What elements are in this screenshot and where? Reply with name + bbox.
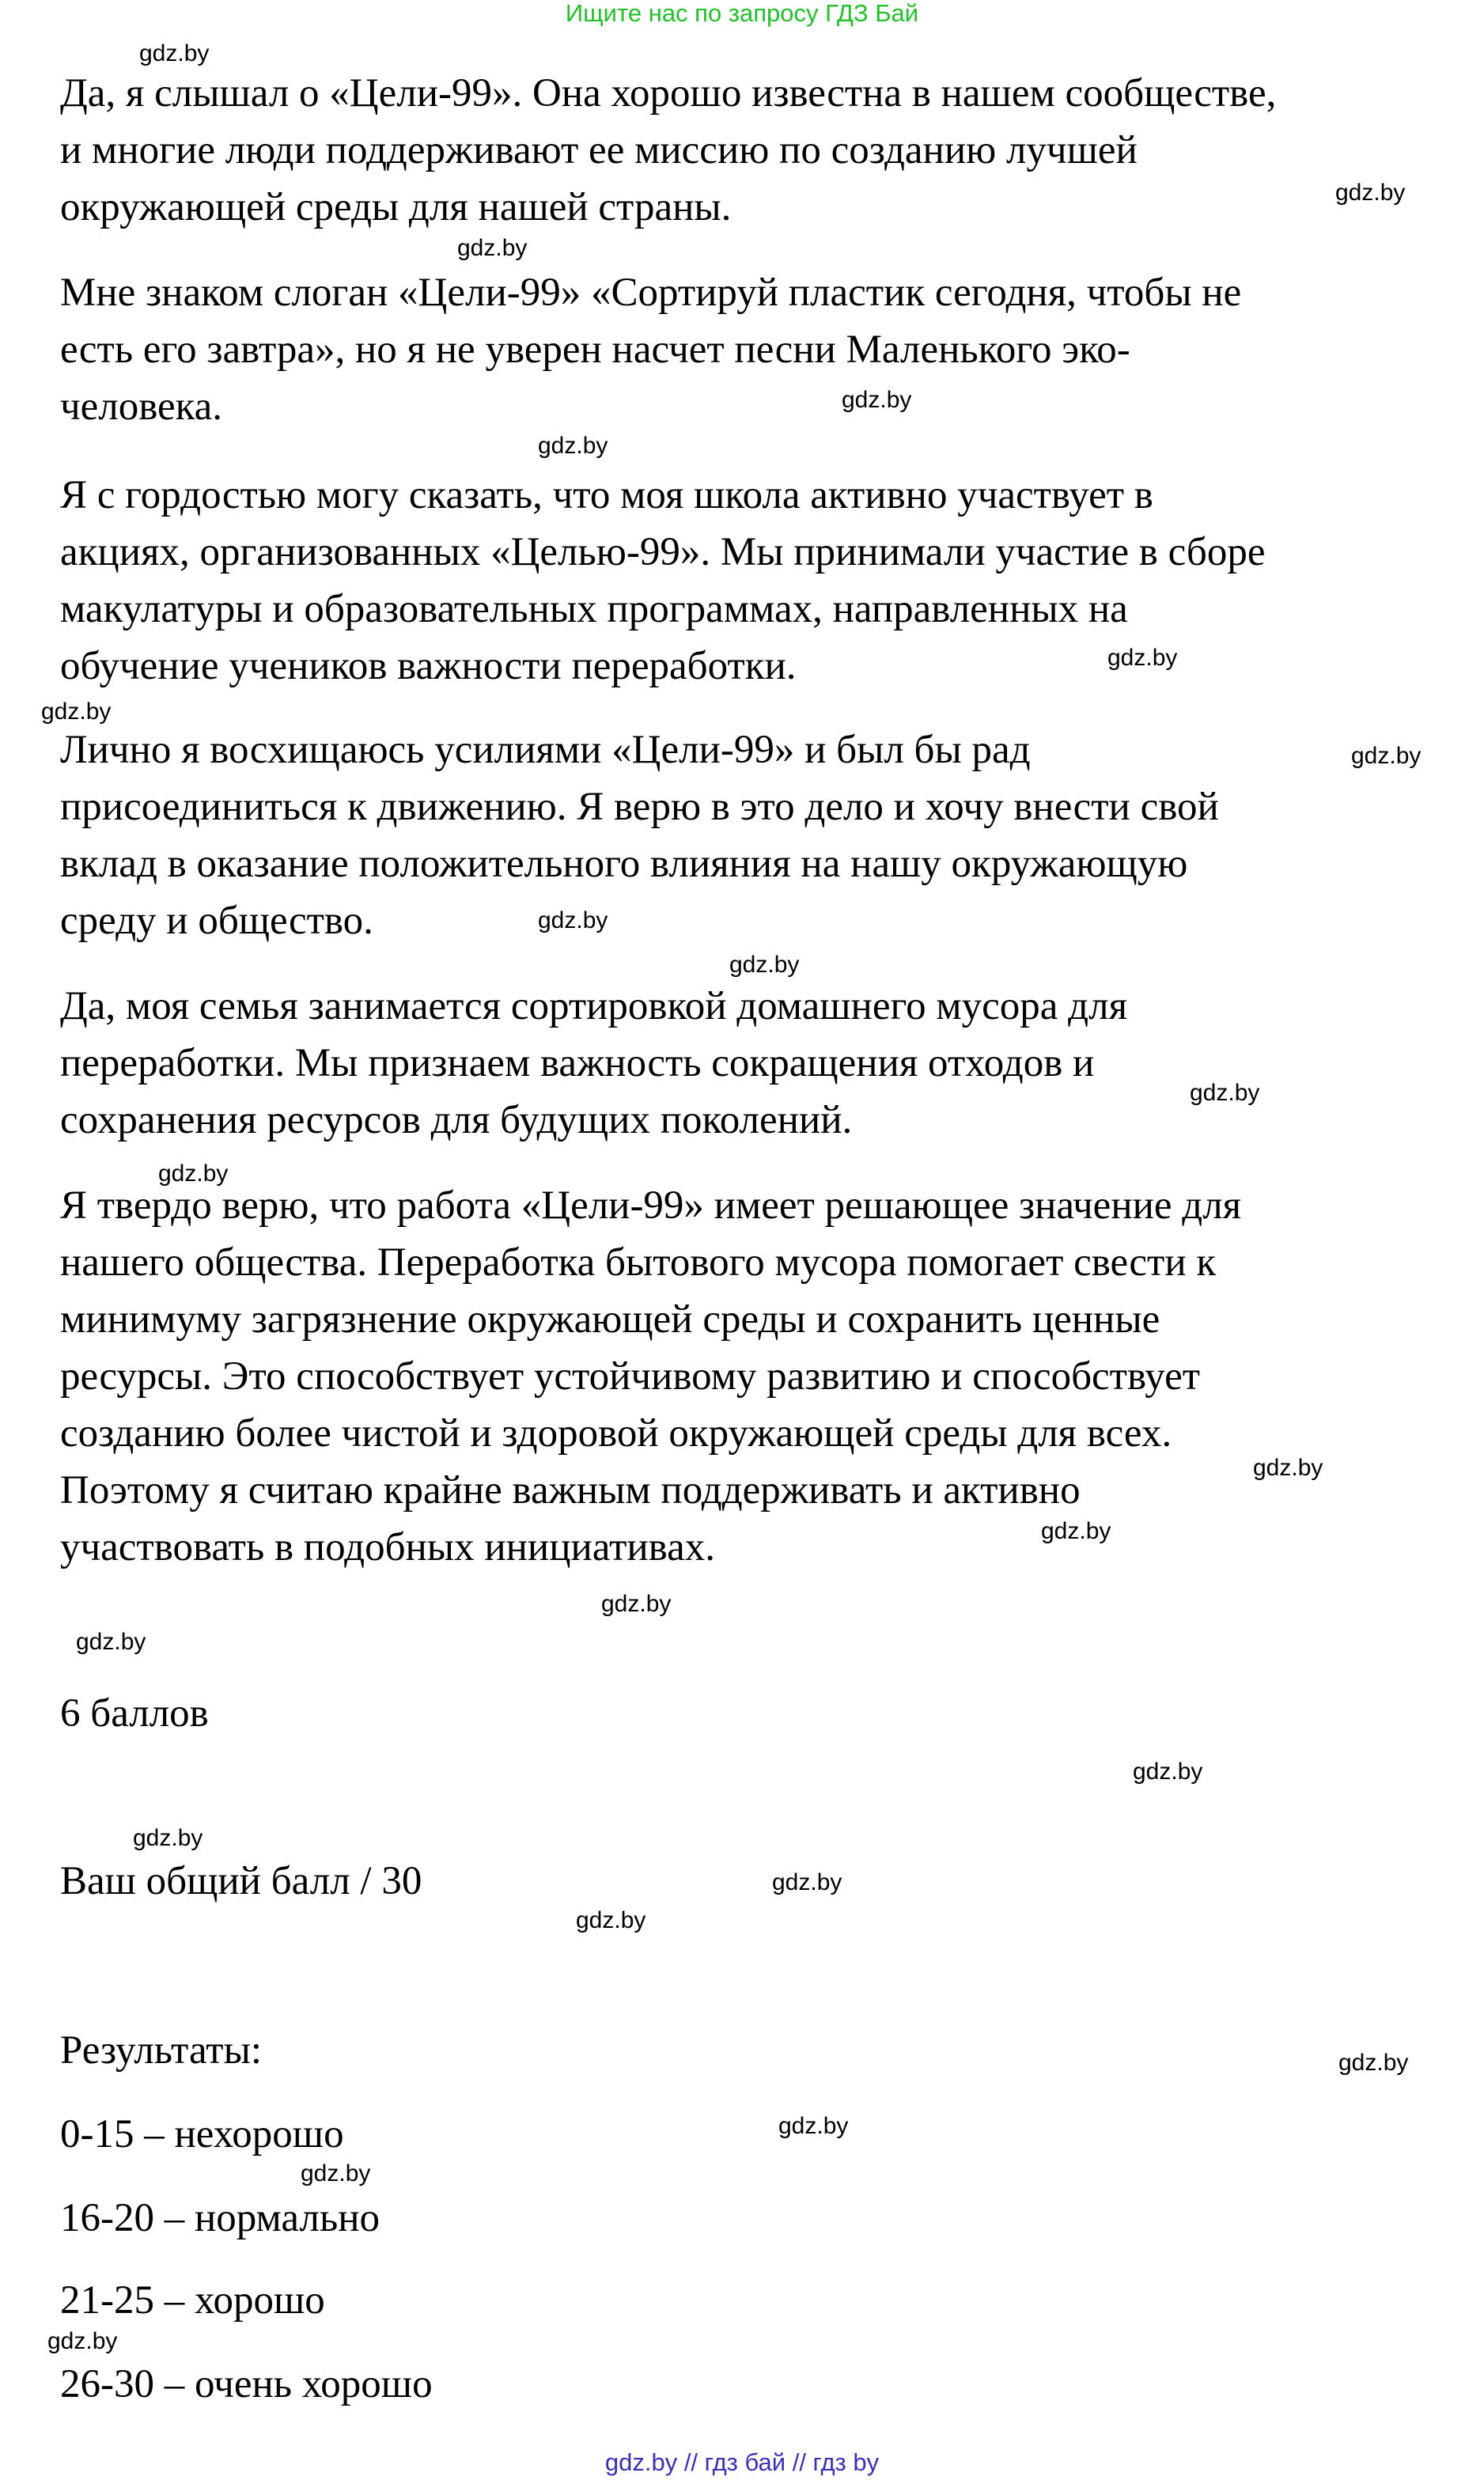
paragraph-line: минимуму загрязнение окружающей среды и сохранить ценные [60, 1297, 1160, 1342]
footer-links: gdz.by // гдз бай // гдз by [604, 2448, 880, 2476]
paragraph-line: нашего общества. Переработка бытового мусора помогает свести к [60, 1240, 1217, 1285]
watermark-text: gdz.by [538, 907, 608, 933]
watermark-text: gdz.by [457, 235, 528, 261]
paragraph-line: акциях, организованных «Целью-99». Мы принимали участие в сборе [60, 530, 1266, 574]
watermark-text: gdz.by [842, 387, 912, 413]
watermark-text: gdz.by [1351, 743, 1422, 769]
result-range: 0-15 – нехорошо [60, 2112, 344, 2156]
paragraph-line: среду и общество. [60, 899, 373, 943]
watermark-text: gdz.by [538, 433, 608, 459]
paragraph-line: есть его завтра», но я не уверен насчет песни Маленького эко- [60, 328, 1130, 372]
paragraph-line: макулатуры и образовательных программах, направленных на [60, 587, 1128, 631]
paragraph-line: Мне знаком слоган «Цели-99» «Сортируй пластик сегодня, чтобы не [60, 271, 1242, 315]
score-text: 6 баллов [60, 1691, 209, 1736]
paragraph-1 [60, 65, 1468, 236]
paragraph-6 [60, 1177, 1468, 1576]
paragraph-line: Лично я восхищаюсь усилиями «Цели-99» и был бы рад [60, 728, 1031, 772]
watermark-text: gdz.by [133, 1825, 203, 1851]
paragraph-line: окружающей среды для нашей страны. [60, 185, 732, 229]
watermark-text: gdz.by [778, 2113, 849, 2139]
watermark-text: gdz.by [301, 2160, 371, 2187]
paragraph-line: переработки. Мы признаем важность сокращения отходов и [60, 1041, 1095, 1085]
watermark-text: gdz.by [1253, 1455, 1323, 1481]
watermark-text: gdz.by [158, 1160, 229, 1187]
paragraph-4 [60, 721, 1468, 949]
paragraph-line: Да, моя семья занимается сортировкой домашнего мусора для [60, 984, 1128, 1028]
paragraph-3 [60, 467, 1468, 695]
paragraph-2 [60, 264, 1468, 435]
watermark-text: gdz.by [76, 1629, 146, 1655]
paragraph-line: и многие люди поддерживают ее миссию по созданию лучшей [60, 128, 1138, 172]
paragraph-line: участвовать в подобных инициативах. [60, 1525, 715, 1569]
watermark-text: gdz.by [41, 699, 112, 725]
top-banner: Ищите нас по запросу ГДЗ Бай [565, 0, 919, 27]
paragraph-line: вклад в оказание положительного влияния на нашу окружающую [60, 842, 1188, 886]
watermark-text: gdz.by [1190, 1080, 1260, 1106]
paragraph-line: обучение учеников важности переработки. [60, 644, 797, 688]
watermark-text: gdz.by [772, 1869, 842, 1895]
result-range: 26-30 – очень хорошо [60, 2362, 433, 2406]
paragraph-line: ресурсы. Это способствует устойчивому развитию и способствует [60, 1354, 1201, 1399]
paragraph-line: сохранения ресурсов для будущих поколений. [60, 1098, 853, 1142]
paragraph-line: Я твердо верю, что работа «Цели-99» имеет решающее значение для [60, 1183, 1242, 1228]
watermark-text: gdz.by [729, 952, 800, 978]
watermark-text: gdz.by [1338, 2050, 1409, 2076]
watermark-text: gdz.by [47, 2328, 118, 2354]
paragraph-line: созданию более чистой и здоровой окружающей среды для всех. [60, 1411, 1172, 1456]
paragraph-line: присоединиться к движению. Я верю в это дело и хочу внести свой [60, 785, 1219, 829]
paragraph-line: Поэтому я считаю крайне важным поддерживать и активно [60, 1468, 1081, 1513]
watermark-text: gdz.by [139, 40, 210, 66]
paragraph-5 [60, 978, 1468, 1149]
results-heading: Результаты: [60, 2028, 262, 2073]
watermark-text: gdz.by [1133, 1759, 1203, 1785]
watermark-text: gdz.by [1335, 180, 1406, 206]
watermark-text: gdz.by [1107, 645, 1178, 671]
paragraph-line: Я с гордостью могу сказать, что моя школа активно участвует в [60, 473, 1153, 517]
watermark-text: gdz.by [576, 1907, 646, 1933]
watermark-text: gdz.by [601, 1591, 672, 1617]
watermark-text: gdz.by [1041, 1518, 1111, 1544]
paragraph-line: Да, я слышал о «Цели-99». Она хорошо известна в нашем сообществе, [60, 71, 1277, 115]
total-score-text: Ваш общий балл / 30 [60, 1859, 422, 1903]
paragraph-line: человека. [60, 384, 223, 429]
result-range: 21-25 – хорошо [60, 2278, 325, 2323]
result-range: 16-20 – нормально [60, 2196, 380, 2240]
